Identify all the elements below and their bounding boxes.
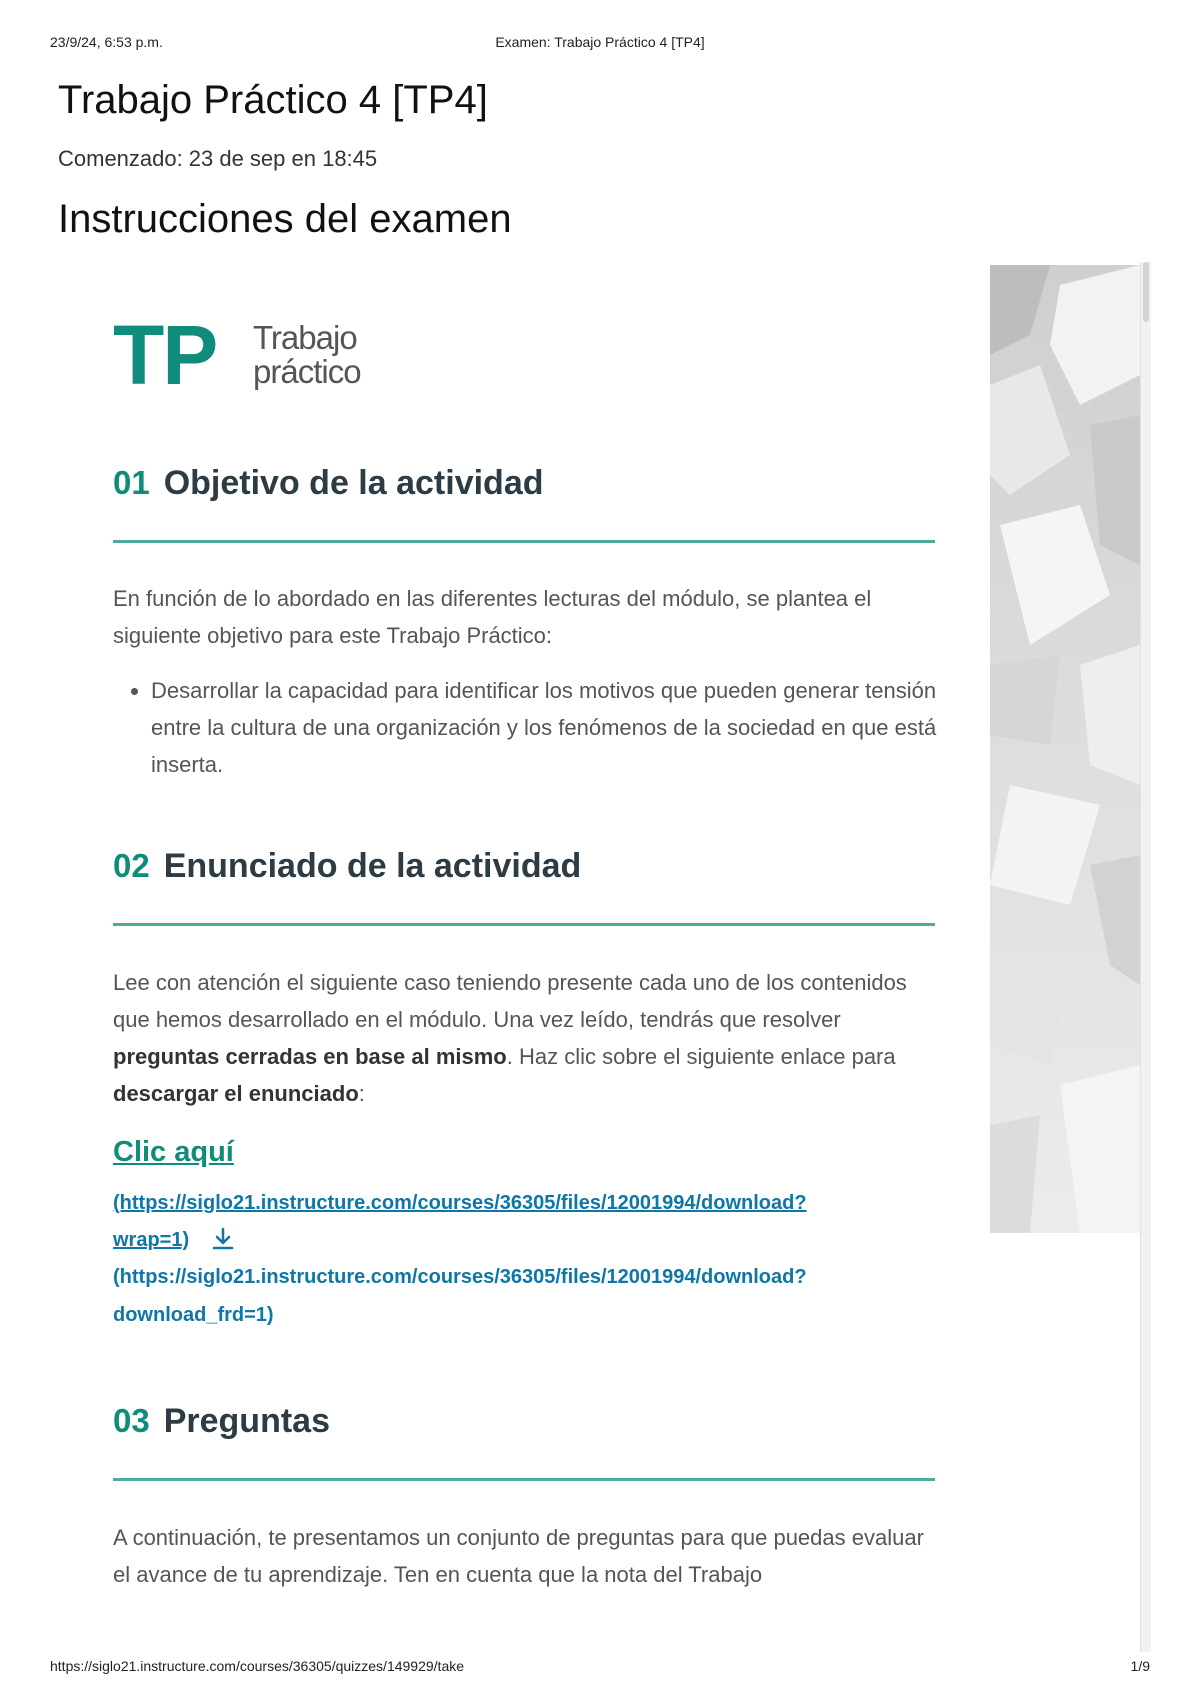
objective-bullet: • Desarrollar la capacidad para identificar los motivos que pueden generar tensión entre la cultura de una organización y los fenómenos de la sociedad en que está inserta.: [151, 672, 981, 783]
section-divider: [113, 1478, 935, 1481]
section-number: 01: [113, 464, 150, 501]
decorative-side-image: [990, 265, 1140, 1233]
tp-logo-words: [253, 321, 361, 389]
print-url: https://siglo21.instructure.com/courses/36305/quizzes/149929/take: [50, 1658, 465, 1674]
section-number: 02: [113, 847, 150, 884]
scrollbar-thumb[interactable]: [1143, 262, 1149, 322]
statement-part3: :: [358, 1081, 365, 1106]
page-title: Trabajo Práctico 4 [TP4]: [58, 78, 488, 122]
download-link-url-line1[interactable]: (https://siglo21.instructure.com/courses/36305/files/12001994/download?: [113, 1192, 807, 1214]
section-objetivo: [113, 464, 935, 503]
started-info: [58, 146, 383, 172]
objective-list: [113, 672, 981, 783]
statement-bold2: descargar el enunciado: [113, 1081, 359, 1106]
section-preguntas: [113, 1402, 935, 1441]
statement-part2: . Haz clic sobre el siguiente enlace para: [506, 1044, 896, 1069]
tp-logo-line1: Trabajo: [253, 319, 357, 356]
download-icon[interactable]: [210, 1227, 236, 1251]
print-datetime: 23/9/24, 6:53 p.m.: [50, 34, 163, 50]
page-scrollbar[interactable]: [1140, 262, 1151, 1652]
statement-text: [113, 964, 943, 1112]
section-title: Objetivo de la actividad: [163, 464, 544, 502]
download-link-clic-aqui[interactable]: Clic aquí: [113, 1136, 234, 1168]
print-doc-title: Examen: Trabajo Práctico 4 [TP4]: [495, 34, 705, 50]
section-enunciado: [113, 847, 935, 886]
download-frd-url-line2[interactable]: download_frd=1): [113, 1304, 274, 1326]
section-divider: [113, 540, 935, 543]
statement-part1: Lee con atención el siguiente caso teniendo presente cada uno de los contenidos que hemos desarrollado en el módulo. Una vez leído, tendrás que resolver: [113, 970, 907, 1032]
instructions-title: Instrucciones del examen: [58, 197, 512, 241]
section-title: Enunciado de la actividad: [163, 847, 582, 885]
section-number: 03: [113, 1402, 150, 1439]
download-frd-url-line1[interactable]: (https://siglo21.instructure.com/courses/36305/files/12001994/download?: [113, 1266, 807, 1288]
objective-intro: En función de lo abordado en las diferentes lecturas del módulo, se plantea el siguiente objetivo para este Trabajo Práctico:: [113, 586, 872, 648]
download-link-url-line2[interactable]: wrap=1): [113, 1229, 190, 1251]
started-label: Comenzado:: [58, 146, 183, 171]
questions-intro: A continuación, te presentamos un conjunto de preguntas para que puedas evaluar el avance de tu aprendizaje. Ten en cuenta que la nota del Trabajo: [113, 1525, 924, 1587]
section-divider: [113, 923, 935, 926]
section-title: Preguntas: [163, 1402, 330, 1440]
tp-logo-line2: práctico: [253, 353, 361, 390]
statement-bold1: preguntas cerradas en base al mismo: [113, 1044, 507, 1069]
print-page-number: 1/9: [1130, 1658, 1150, 1674]
tp-logo-letters: TP: [113, 308, 217, 402]
started-value: 23 de sep en 18:45: [188, 146, 378, 171]
